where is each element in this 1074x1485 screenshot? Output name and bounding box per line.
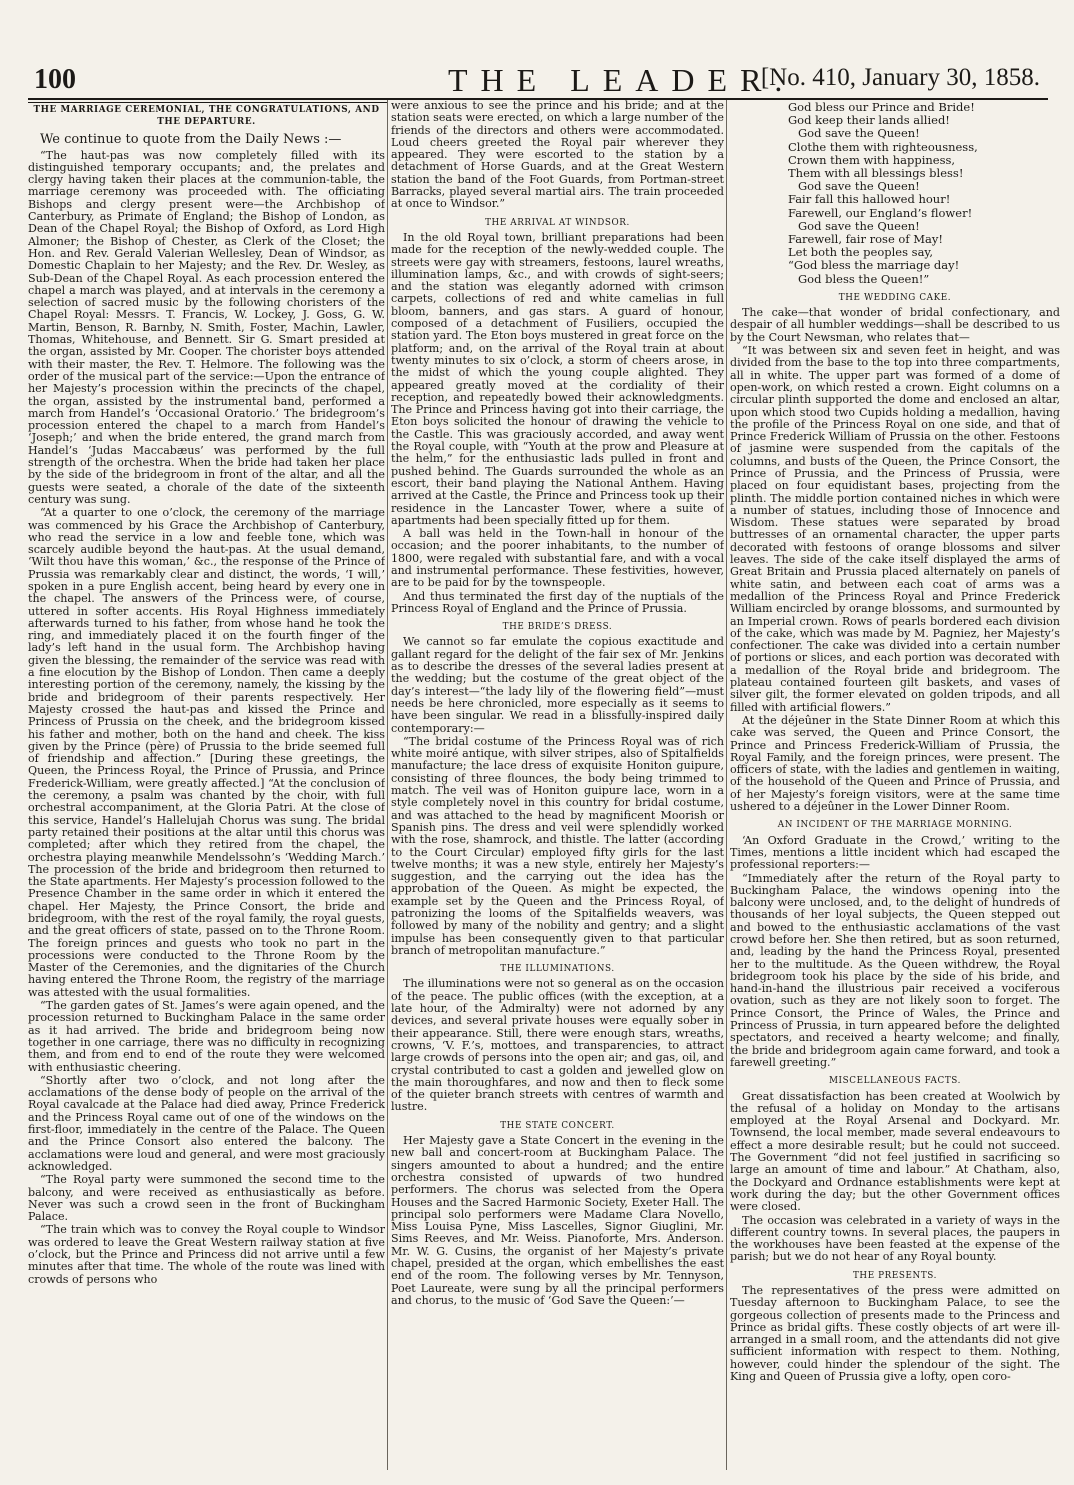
paragraph: “Immediately after the return of the Royal party to Buckingham Palace, the windows opening into the balcony were unclosed, and, to the delight of hundreds of thousands of her loyal subjects, the Queen stepped out and bowed to the enthusiastic acclamations of the vast crowd before her. She then retired, but as soon returned, and, leading by the hand the Princess Royal, presented her to the multitude. As the Queen withdrew, the Royal bridegroom took his place by the side of his bride, and hand-in-hand the illustrious pair received a vociferous ovation, such as they are not likely soon to forget. The Prince Consort, the Prince of Wales, the Prince and Princess of Prussia, in turn appeared before the delighted spectators, and received a hearty welcome; and finally, the bride and bridegroom again came forward, and took a farewell greeting.” bbox=[730, 871, 1060, 1069]
newspaper-title: THE LEADER. bbox=[448, 62, 796, 98]
column-2 bbox=[391, 100, 724, 1472]
article-heading: THE MARRIAGE CEREMONIAL, THE CONGRATULATIONS, AND THE DEPARTURE. bbox=[33, 105, 380, 128]
paragraph: “The garden gates of St. James’s were again opened, and the procession returned to Buckingham Palace in the same order as it had arrived. The bride and bridegroom being now together in one carriage, there was no difficulty in recognizing them, and from end to end of the route they were welcomed with enthusiastic cheering. bbox=[28, 999, 385, 1074]
section-heading: THE ILLUMINATIONS. bbox=[500, 964, 615, 975]
section-heading: AN INCIDENT OF THE MARRIAGE MORNING. bbox=[777, 820, 1013, 831]
paragraph: ‘An Oxford Graduate in the Crowd,’ writing to the Times, mentions a little incident which had escaped the professional reporters:— bbox=[730, 833, 1060, 872]
paragraph: In the old Royal town, brilliant preparations had been made for the reception of the newly-wedded couple. The streets were gay with streamers, festoons, laurel wreaths, illumination lamps, &c., and with crowds of sight-seers; and the station was elegantly adorned with crimson carpets, collections of red and white camelias in full bloom, banners, and gas stars. A guard of honour, composed of a detachment of Fusiliers, occupied the station yard. The Eton boys mustered in great force on the platform; and, on the arrival of the Royal train at about twenty minutes to six o’clock, a storm of cheers arose, in the midst of which the young couple alighted. They appeared greatly moved at the cordiality of their reception, and repeatedly bowed their acknowledgments. The Prince and Princess having got into their carriage, the Eton boys solicited the honour of drawing the vehicle to the Castle. This was graciously accorded, and away went the Royal couple, with “Youth at the prow and Pleasure at the helm,” for the enthusiastic lads pulled in front and pushed behind. The Guards surrounded the whole as an escort, their band playing the National Anthem. Having arrived at the Castle, the Prince and Princess took up their residence in the Lancaster Tower, where a suite of apartments had been specially fitted up for them. bbox=[391, 230, 724, 527]
paragraph: The occasion was celebrated in a variety of ways in the different country towns. In several places, the paupers in the workhouses have been feasted at the expense of the parish; but we do not hear of any Royal bounty. bbox=[730, 1213, 1060, 1264]
paragraph: “At a quarter to one o’clock, the ceremony of the marriage was commenced by his Grace the Archbishop of Canterbury, who read the service in a low and feeble tone, which was scarcely audible beyond the haut-pas. At the usual demand, ‘Wilt thou have this woman,’ &c., the response of the Prince of Prussia was remarkably clear and distinct, the words, ‘I will,’ spoken in a pure English accent, being heard by every one in the chapel. The answers of the Princess were, of course, uttered in softer accents. His Royal Highness immediately afterwards turned to his father, from whose hand he took the ring, and immediately placed it on the fourth finger of the lady’s left hand in the usual form. The Archbishop having given the blessing, the remainder of the service was read with a fine elocution by the Bishop of London. Then came a deeply interesting portion of the ceremony, namely, the kissing by the bride and bridegroom of their parents respectively. Her Majesty crossed the haut-pas and kissed the Prince and Princess of Prussia on the cheek, and the bridegroom kissed his father and mother, both on the hand and cheek. The kiss given by the Prince (père) of Prussia to the bride seemed full of friendship and affection.” [During these greetings, the Queen, the Princess Royal, the Prince of Prussia, and Prince Frederick-William, were greatly affected.] “At the conclusion of the ceremony, a psalm was chanted by the choir, with full orchestral accompaniment, at the Gloria Patri. At the close of this service, Handel’s Hallelujah Chorus was sung. The bridal party retained their positions at the altar until this chorus was completed; after which they retired from the chapel, the orchestra playing meanwhile Mendelssohn’s ‘Wedding March.’ The procession of the bride and bridegroom then returned to the State apartments. Her Majesty’s procession followed to the Presence Chamber in the same order in which it entered the chapel. Her Majesty, the Prince Consort, the bride and bridegroom, with the rest of the royal family, the royal guests, and the great officers of state, passed on to the Throne Room. The foreign princes and guests who took no part in the processions were conducted to the Throne Room by the Master of the Ceremonies, and the dignitaries of the Church having entered the Throne Room, the registry of the marriage was attested with the usual formalities. bbox=[28, 506, 385, 999]
poem-line: “God bless the marriage day! bbox=[788, 258, 960, 273]
paragraph: “Shortly after two o’clock, and not long after the acclamations of the dense body of people on the arrival of the Royal cavalcade at the Palace had died away, Prince Frederick and the Princess Royal came out of one of the windows on the first-floor, immediately in the centre of the Palace. The Queen and the Prince Consort also entered the balcony. The acclamations were loud and general, and were most graciously acknowledged. bbox=[28, 1073, 385, 1173]
paragraph: “The bridal costume of the Princess Royal was of rich white moiré antique, with silver stripes, also of Spitalfields manufacture; the lace dress of exquisite Honiton guipure, consisting of three flounces, the body being trimmed to match. The veil was of Honiton guipure lace, worn in a style completely novel in this country for bridal costume, and was attached to the head by magnificent Moorish or Spanish pins. The dress and veil were splendidly worked with the rose, shamrock, and thistle. The latter (according to the Court Circular) employed fifty girls for the last twelve months; it was a new style, entirely her Majesty’s suggestion, and the carrying out the idea has the approbation of the Queen. As might be expected, the example set by the Queen and the Princess Royal, of patronizing the looms of the Spitalfields weavers, was followed by many of the nobility and gentry; and a slight impulse has been consequently given to that particular branch of metropolitan manufacture.” bbox=[391, 734, 724, 957]
paragraph: We cannot so far emulate the copious exactitude and gallant regard for the delight of the fair sex of Mr. Jenkins as to describe the dresses of the several ladies present at the wedding; but the costume of the great object of the day’s interest—“the lady lily of the flowering field”—must needs be here chronicled, more especially as it seems to have been singular. We read in a blissfully-inspired daily contemporary:— bbox=[391, 635, 724, 735]
page-number: 100 bbox=[34, 64, 76, 95]
paragraph: were anxious to see the prince and his bride; and at the station seats were erected, on which a large number of the friends of the directors and others were accommodated. Loud cheers greeted the Royal pair wherever they appeared. They were escorted to the station by a detachment of Horse Guards, and at the Great Western station the band of the Foot Guards, from Portman-street Barracks, played several martial airs. The train proceeded at once to Windsor.” bbox=[391, 100, 724, 211]
poem-line: God bless the Queen!” bbox=[798, 271, 930, 286]
section-heading: MISCELLANEOUS FACTS. bbox=[828, 1076, 962, 1087]
issue-info: [No. 410, January 30, 1858. bbox=[760, 64, 1040, 91]
column-rule bbox=[726, 100, 727, 1470]
paragraph: “The train which was to convey the Royal couple to Windsor was ordered to leave the Great Western railway station at five o’clock, but the Prince and Princess did not arrive until a few minutes after that time. The whole of the route was lined with crowds of persons who bbox=[28, 1223, 385, 1286]
paragraph: “The haut-pas was now completely filled with its distinguished temporary occupants; and, the prelates and clergy having taken their places at the communion-table, the marriage ceremony was proceeded with. The officiating Bishops and clergy present were—the Archbishop of Canterbury, as Primate of England; the Bishop of London, as Dean of the Chapel Royal; the Bishop of Oxford, as Lord High Almoner; the Bishop of Chester, as Clerk of the Closet; the Hon. and Rev. Gerald Valerian Wellesley, Dean of Windsor, as Domestic Chaplain to her Majesty; and the Rev. Dr. Wesley, as Sub-Dean of the Chapel Royal. As each procession entered the chapel a march was played, and at intervals in the ceremony a selection of sacred music by the following choristers of the Chapel Royal: Messrs. T. Francis, W. Lockey, J. Goss, G. W. Martin, Benson, R. Barnby, N. Smith, Foster, Machin, Lawler, Thomas, Whitehouse, and Bennett. Sir G. Smart presided at the organ, assisted by Mr. Cooper. The chorister boys attended with their master, the Rev. T. Helmore. The following was the order of the musical part of the service:—Upon the entrance of her Majesty’s procession within the precincts of the chapel, the organ, assisted by the instrumental band, performed a march from Handel’s ‘Occasional Oratorio.’ The bridegroom’s procession entered the chapel to a march from Handel’s ‘Joseph;’ and when the bride entered, the grand march from Handel’s ‘Judas Maccabæus’ was performed by the full strength of the orchestra. When the bride had taken her place by the side of the bridegroom in front of the altar, and all the guests were seated, a chorale of the date of the sixteenth century was sung. bbox=[28, 148, 385, 506]
paragraph: At the déjeûner in the State Dinner Room at which this cake was served, the Queen and Prince Consort, the Prince and Princess Frederick-William of Prussia, the Royal Family, and the foreign princes, were present. The officers of state, with the ladies and gentlemen in waiting, of the household of the Queen and Prince of Prussia, and of her Majesty’s foreign visitors, were at the same time ushered to a déjeûner in the Lower Dinner Room. bbox=[730, 713, 1060, 814]
section-heading: THE BRIDE’S DRESS. bbox=[502, 622, 613, 633]
section-heading: THE PRESENTS. bbox=[852, 1270, 938, 1281]
paragraph: “It was between six and seven feet in height, and was divided from the base to the top into three compartments, all in white. The upper part was formed of a dome of open-work, on which rested a crown. Eight columns on a circular plinth supported the dome and enclosed an altar, upon which stood two Cupids holding a medallion, having the profile of the Princess Royal on one side, and that of Prince Frederick William of Prussia on the other. Festoons of jasmine were suspended from the capitals of the columns, and busts of the Queen, the Prince Consort, the Prince of Prussia, and the Princess of Prussia, were placed on four equidistant bases, projecting from the plinth. The middle portion contained niches in which were a number of statues, including those of Innocence and Wisdom. These statues were separated by broad buttresses of an ornamental character, the upper parts decorated with festoons of orange blossoms and silver leaves. The side of the cake itself displayed the arms of Great Britain and Prussia placed alternately on panels of white satin, and between each coat of arms was a medallion of the Princess Royal and Prince Frederick William encircled by orange blossoms, and surmounted by an Imperial crown. Rows of pearls bordered each division of the cake, which was made by M. Pagniez, her Majesty’s confectioner. The cake was divided into a certain number of portions or slices, and each portion was decorated with a medallion of the Royal bride and bridegroom. The plateau contained fourteen gilt baskets, and vases of silver gilt, the former elevated on golden tripods, and all filled with artificial flowers.” bbox=[730, 344, 1060, 714]
poem-line: God save the Queen! bbox=[798, 179, 920, 194]
paragraph: The illuminations were not so general as on the occasion of the peace. The public offices (with the exception, at a late hour, of the Admiralty) were not adorned by any devices, and several private houses were equally sober in their appearance. Still, there were enough stars, wreaths, crowns, ‘V. F.’s, mottoes, and transparencies, to attract large crowds of persons into the open air; and gas, oil, and crystal contributed to cast a golden and jewelled glow on the main thoroughfares, and now and then to fleck some of the quieter branch streets with centres of warmth and lustre. bbox=[391, 977, 724, 1114]
intro-paragraph: We continue to quote from the Daily News :— bbox=[40, 131, 342, 147]
poem-line: Crown them with happiness, bbox=[788, 152, 956, 167]
poem-line: God keep their lands allied! bbox=[788, 113, 950, 128]
section-heading: THE STATE CONCERT. bbox=[500, 1120, 615, 1131]
poem-line: Them with all blessings bless! bbox=[788, 166, 964, 181]
poem-line: God save the Queen! bbox=[798, 218, 920, 233]
masthead bbox=[28, 58, 1048, 100]
paragraph: A ball was held in the Town-hall in honour of the occasion; and the poorer inhabitants, to the number of 1800, were regaled with substantial fare, and with a vocal and instrumental performance. These festivities, however, are to be paid for by the townspeople. bbox=[391, 527, 724, 590]
paragraph: Her Majesty gave a State Concert in the evening in the new ball and concert-room at Buckingham Palace. The singers amounted to about a hundred; and the entire orchestra consisted of upwards of two hundred performers. The chorus was selected from the Opera Houses and the Sacred Harmonic Society, Exeter Hall. The principal solo performers were Madame Clara Novello, Miss Louisa Pyne, Miss Lascelles, Signor Giuglini, Mr. Sims Reeves, and Mr. Weiss. Pianoforte, Mrs. Anderson. Mr. W. G. Cusins, the organist of her Majesty’s private chapel, presided at the organ, which embellishes the east end of the room. The following verses by Mr. Tennyson, Poet Laureate, were sung by all the principal performers and chorus, to the music of ‘God Save the Queen:’— bbox=[391, 1134, 724, 1307]
paragraph: “The Royal party were summoned the second time to the balcony, and were received as enthusiastically as before. Never was such a crowd seen in the front of Buckingham Palace. bbox=[28, 1173, 385, 1224]
section-heading: THE ARRIVAL AT WINDSOR. bbox=[485, 217, 630, 228]
column-1 bbox=[28, 100, 385, 1472]
poem-line: Fair fall this hallowed hour! bbox=[788, 192, 951, 207]
paragraph: Great dissatisfaction has been created at Woolwich by the refusal of a holiday on Monday to the artisans employed at the Royal Arsenal and Dockyard. Mr. Townsend, the local member, made several endeavours to effect a more desirable result; but he could not succeed. The Government “did not feel justified in sacrificing so large an amount of time and labour.” At Chatham, also, the Dockyard and Ordnance establishments were kept at work during the day; but the other Government offices were closed. bbox=[730, 1089, 1060, 1214]
poem-line: Let both the peoples say, bbox=[788, 245, 934, 260]
poem-line: God bless our Prince and Bride! bbox=[788, 100, 975, 114]
column-rule bbox=[387, 100, 388, 1470]
column-3 bbox=[730, 100, 1060, 1472]
poem-line: Farewell, our England’s flower! bbox=[788, 205, 973, 220]
poem-line: Clothe them with righteousness, bbox=[788, 139, 978, 154]
poem-line: God save the Queen! bbox=[798, 126, 920, 141]
poem-line: Farewell, fair rose of May! bbox=[788, 232, 943, 247]
section-heading: THE WEDDING CAKE. bbox=[838, 292, 952, 303]
paragraph: And thus terminated the first day of the nuptials of the Princess Royal of England and the Prince of Prussia. bbox=[391, 589, 724, 615]
paragraph: The cake—that wonder of bridal confectionary, and despair of all humbler weddings—shall be described to us by the Court Newsman, who relates that— bbox=[730, 306, 1060, 344]
poem bbox=[788, 101, 1060, 286]
paragraph: The representatives of the press were admitted on Tuesday afternoon to Buckingham Palace, to see the gorgeous collection of presents made to the Princess and Prince as bridal gifts. These costly objects of art were ill-arranged in a small room, and the attendants did not give sufficient information with respect to them. Nothing, however, could hinder the splendour of the sight. The King and Queen of Prussia give a lofty, open coro- bbox=[730, 1284, 1060, 1384]
